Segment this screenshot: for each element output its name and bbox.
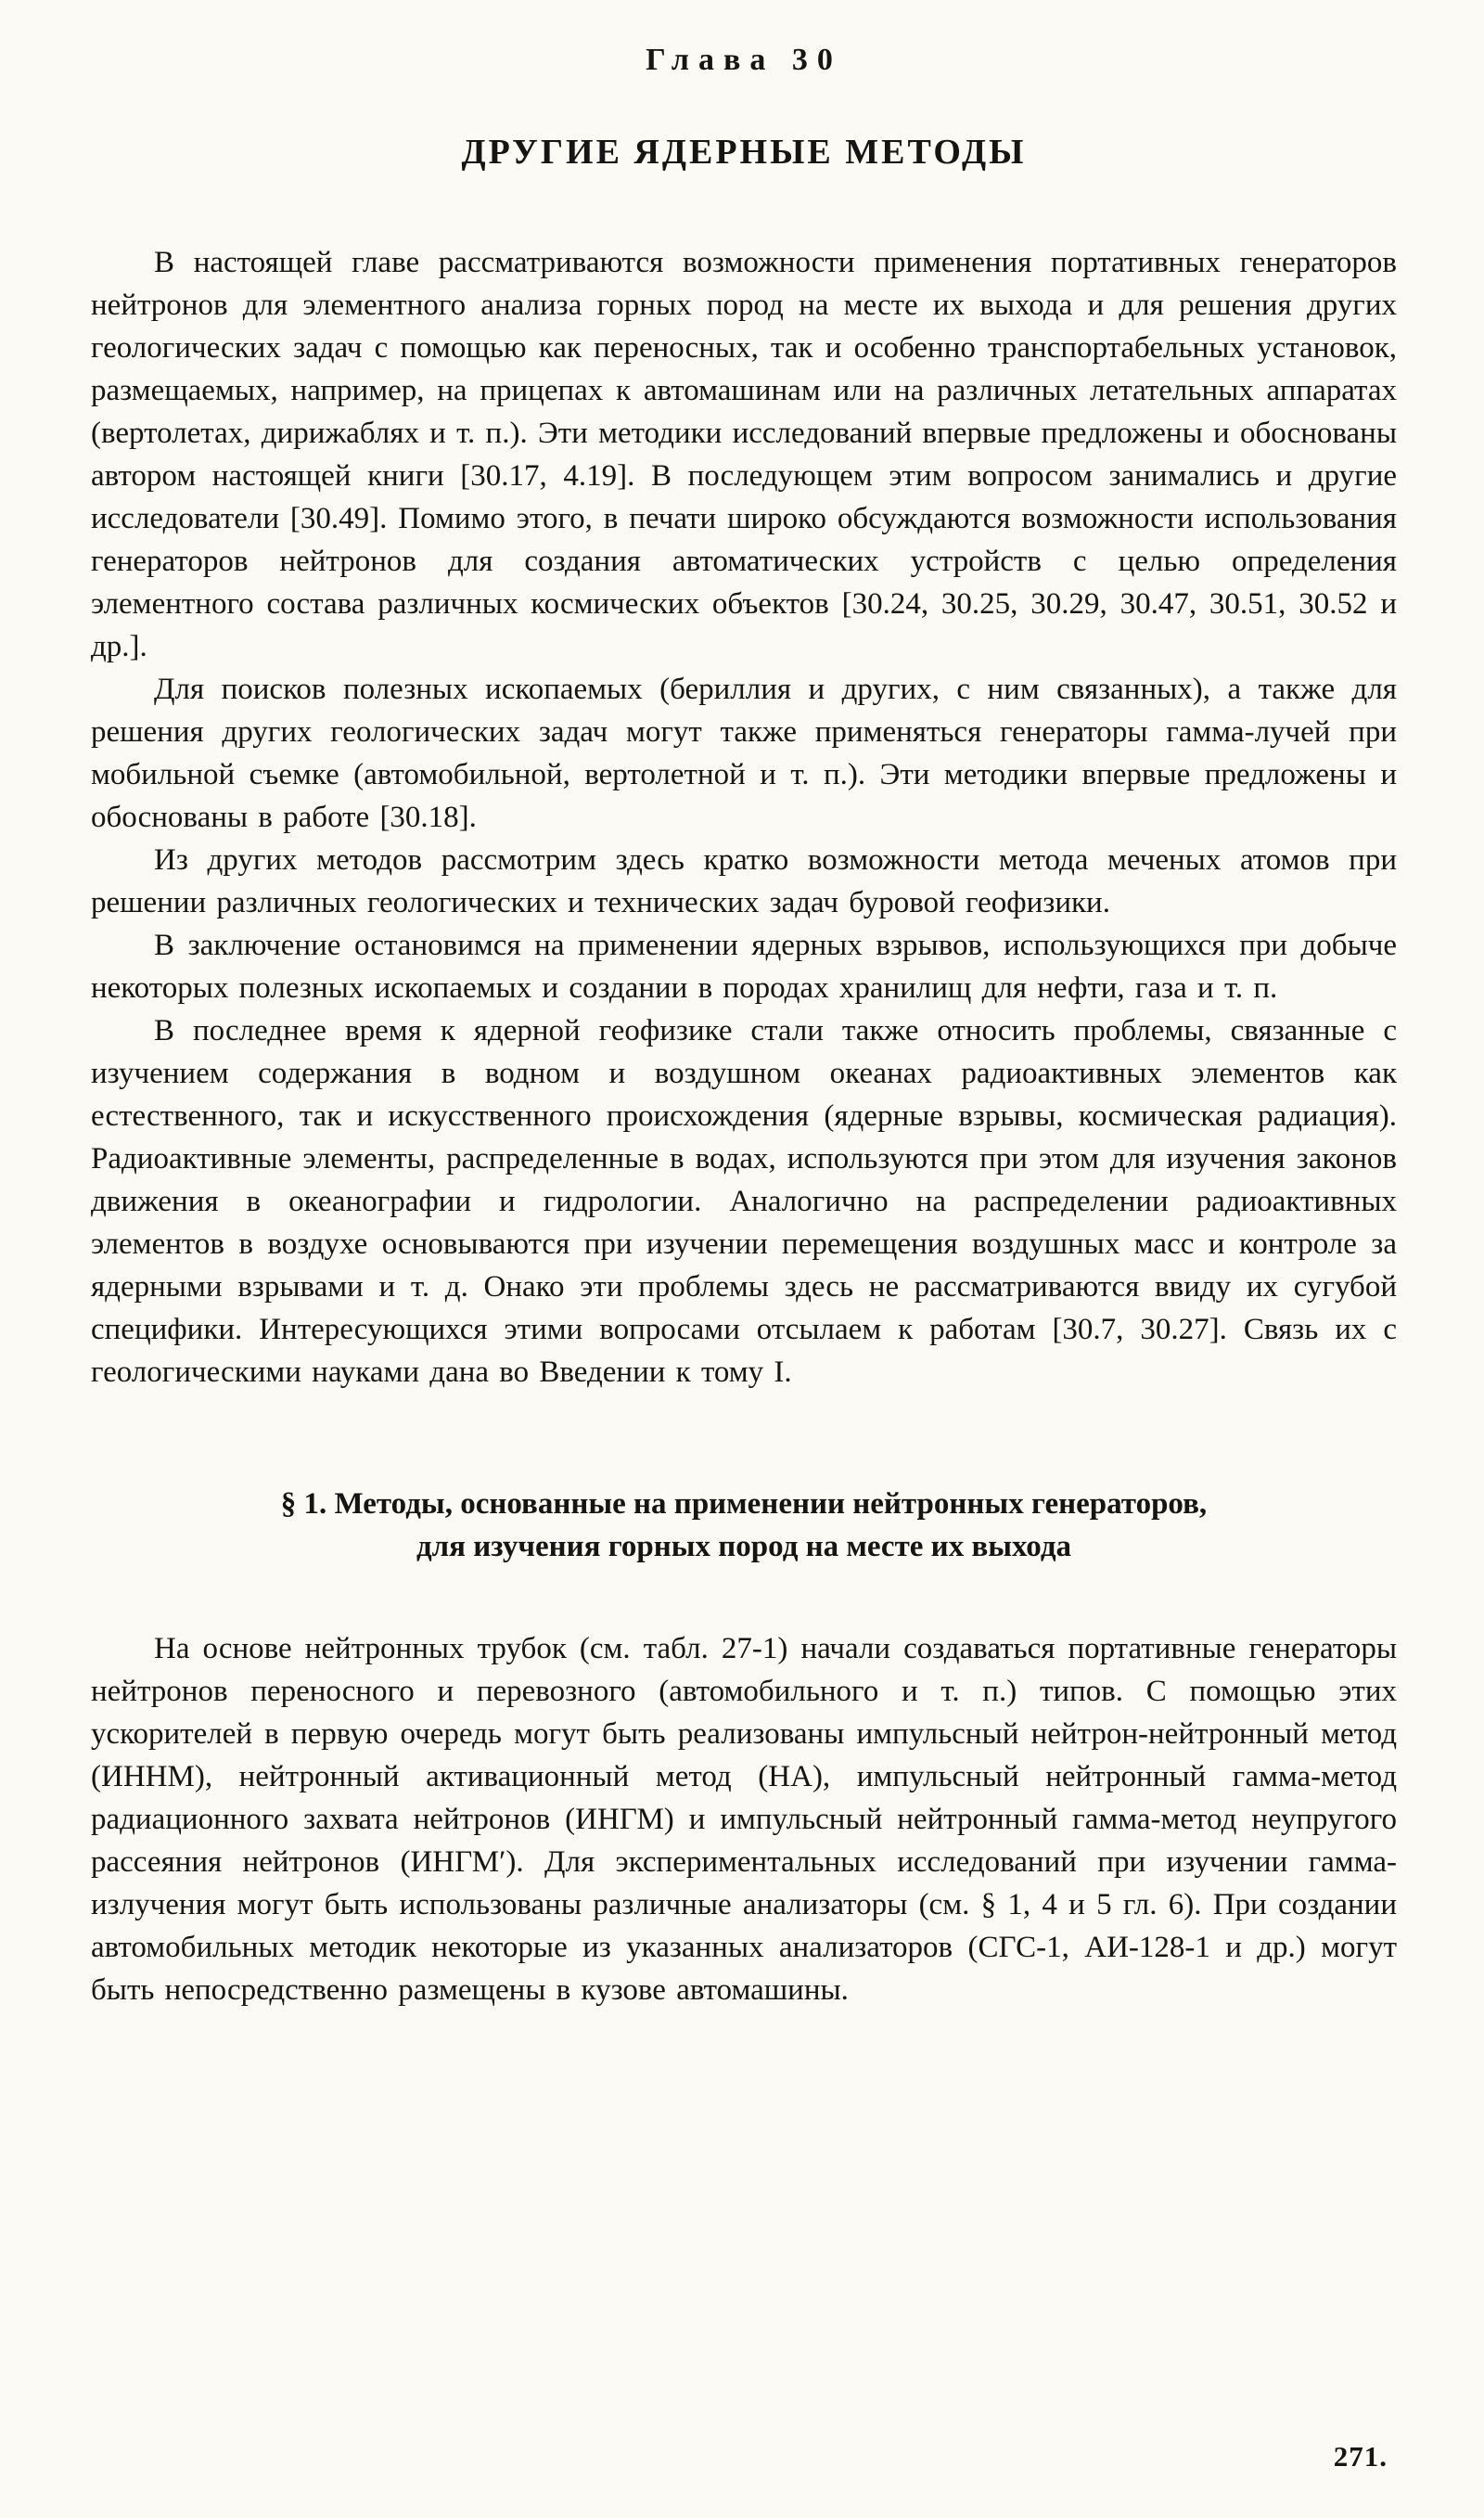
section-heading-line2: для изучения горных пород на месте их выхода bbox=[416, 1530, 1072, 1563]
section-heading bbox=[91, 1483, 1397, 1568]
chapter-title: ДРУГИЕ ЯДЕРНЫЕ МЕТОДЫ bbox=[461, 133, 1027, 172]
intro-text-block bbox=[91, 241, 1397, 1394]
paragraph: Для поисков полезных ископаемых (бериллия и других, с ним связанных), а также для решения других геологических задач могут также применяться генераторы гамма-лучей при мобильной съемке (автомобильной, вертолетной и т. п.). Эти методики впервые предложены и обоснованы в работе [30.18]. bbox=[91, 673, 1397, 834]
paragraph: В последнее время к ядерной геофизике стали также относить проблемы, связанные с изучением содержания в водном и воздушном океанах радиоактивных элементов как естественного, так и искусственного происхождения (ядерные взрывы, космическая радиация). Радиоактивные элементы, распределенные в водах, используются при этом для изучения законов движения в океанографии и гидрологии. Аналогично на распределении радиоактивных элементов в воздухе основываются при изучении перемещения воздушных масс и контроле за ядерными взрывами и т. д. Онако эти проблемы здесь не рассматриваются ввиду их сугубой специфики. Интересующихся этими вопросами отсылаем к работам [30.7, 30.27]. Связь их с геологическими науками дана во Введении к тому I. bbox=[91, 1014, 1397, 1389]
section-heading-line1: § 1. Методы, основанные на применении нейтронных генераторов, bbox=[280, 1487, 1208, 1521]
paragraph: Из других методов рассмотрим здесь кратко возможности метода меченых атомов при решении различных геологических и технических задач буровой геофизики. bbox=[91, 843, 1397, 919]
paragraph: В заключение остановимся на применении ядерных взрывов, использующихся при добыче некоторых полезных ископаемых и создании в породах хранилищ для нефти, газа и т. п. bbox=[91, 929, 1397, 1005]
chapter-label: Глава 30 bbox=[646, 43, 842, 77]
paragraph: В настоящей главе рассматриваются возможности применения портативных генераторов нейтронов для элементного анализа горных пород на месте их выхода и для решения других геологических задач с помощью как переносных, так и особенно транспортабельных установок, размещаемых, например, на прицепах к автомашинам или на различных летательных аппаратах (вертолетах, дирижаблях и т. п.). Эти методики исследований впервые предложены и обоснованы автором настоящей книги [30.17, 4.19]. В последующем этим вопросом занимались и другие исследователи [30.49]. Помимо этого, в печати широко обсуждаются возможности использования генераторов нейтронов для создания автоматических устройств с целью определения элементного состава различных космических объектов [30.24, 30.25, 30.29, 30.47, 30.51, 30.52 и др.]. bbox=[91, 246, 1397, 663]
page-number: 271. bbox=[1333, 2440, 1388, 2473]
paragraph: На основе нейтронных трубок (см. табл. 27-1) начали создаваться портативные генераторы нейтронов переносного и перевозного (автомобильного и т. п.) типов. С помощью этих ускорителей в первую очередь могут быть реализованы импульсный нейтрон-нейтронный метод (ИННМ), нейтронный активационный метод (НА), импульсный нейтронный гамма-метод радиационного захвата нейтронов (ИНГМ) и импульсный нейтронный гамма-метод неупругого рассеяния нейтронов (ИНГМ′). Для экспериментальных исследований при изучении гамма-излучения могут быть использованы различные анализаторы (см. § 1, 4 и 5 гл. 6). При создании автомобильных методик некоторые из указанных анализаторов (СГС-1, АИ-128-1 и др.) могут быть непосредственно размещены в кузове автомашины. bbox=[91, 1632, 1397, 2007]
section-text-block bbox=[91, 1627, 1397, 2011]
